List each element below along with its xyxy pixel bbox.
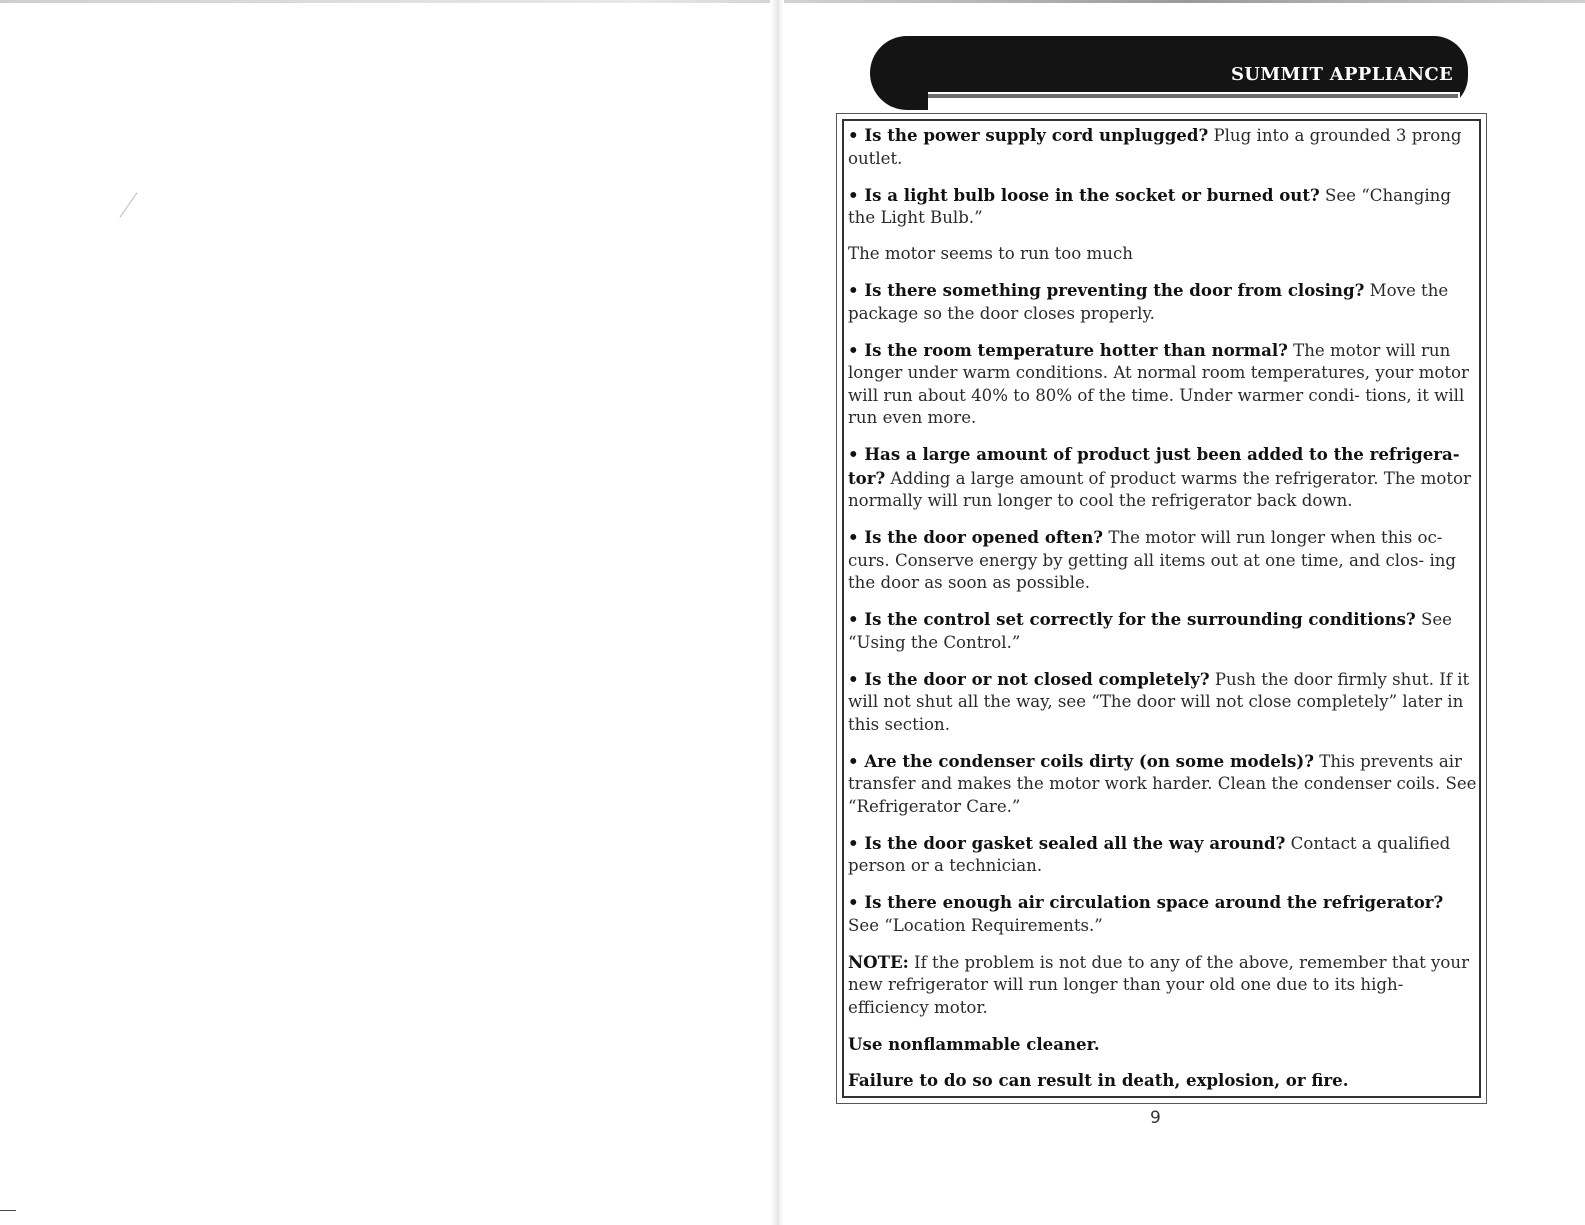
troubleshoot-item	[848, 891, 1478, 937]
top-edge-rule	[0, 0, 1585, 3]
troubleshoot-item	[848, 668, 1478, 737]
stray-pencil-mark	[119, 192, 137, 217]
item-answer: The motor will run longer when this oc- curs. Conserve energy by getting all items out at one time, and clos- ing the door as soon as possible.	[848, 528, 1457, 592]
note-label: NOTE:	[848, 951, 909, 972]
troubleshoot-item	[848, 124, 1478, 170]
item-question: • Is a light bulb loose in the socket or burned out?	[848, 184, 1320, 205]
item-question: • Is the door gasket sealed all the way around?	[848, 832, 1286, 853]
item-answer: The motor will run longer under warm conditions. At normal room temperatures, your motor will run about 40% to 80% of the time. Under warmer condi- tions, it will run even more.	[848, 340, 1469, 427]
brand-title: SUMMIT APPLIANCE	[1230, 64, 1453, 85]
troubleshoot-item	[848, 339, 1478, 430]
header-underline	[928, 94, 1458, 98]
warning-line: Use nonflammable cleaner.	[848, 1033, 1100, 1054]
page-number: 9	[1150, 1108, 1161, 1128]
item-question: • Is the control set correctly for the surrounding conditions?	[848, 609, 1416, 629]
item-question: • Is there enough air circulation space around the refrigerator?	[848, 892, 1444, 912]
item-answer: See “Changing the Light Bulb.”	[848, 185, 1451, 227]
item-question: • Has a large amount of product just been added to the refrigera- tor?	[848, 444, 1460, 488]
item-question: • Is there something preventing the door from closing?	[848, 280, 1365, 300]
troubleshoot-item	[848, 184, 1478, 230]
item-answer: Adding a large amount of product warms the refrigerator. The motor normally will run longer to cool the refrigerator back down.	[848, 468, 1471, 510]
troubleshoot-item	[848, 750, 1478, 819]
item-question: • Is the power supply cord unplugged?	[848, 125, 1209, 145]
item-answer: Plug into a grounded 3 prong outlet.	[848, 126, 1462, 168]
item-answer: Push the door firmly shut. If it will not shut all the way, see “The door will not close completely” later in this section.	[848, 669, 1470, 734]
corner-mark	[0, 1210, 16, 1211]
troubleshoot-item	[848, 279, 1478, 325]
item-answer: See “Location Requirements.”	[848, 915, 1103, 935]
item-answer: See “Using the Control.”	[848, 610, 1453, 652]
note-text: If the problem is not due to any of the above, remember that your new refrigerator will run longer than your old one due to its high-efficiency motor.	[848, 952, 1470, 1017]
troubleshoot-item	[848, 443, 1478, 513]
item-answer: Contact a qualified person or a technician.	[848, 833, 1451, 875]
troubleshoot-item	[848, 608, 1478, 654]
item-question: • Are the condenser coils dirty (on some models)?	[848, 750, 1314, 771]
item-answer: This prevents air transfer and makes the motor work harder. Clean the condenser coils. See “Refrigerator Care.”	[848, 751, 1477, 816]
troubleshoot-item	[848, 526, 1478, 595]
section-heading: The motor seems to run too much	[848, 244, 1133, 263]
troubleshooting-content	[848, 124, 1478, 1106]
item-answer: Move the package so the door closes properly.	[848, 281, 1449, 323]
item-question: • Is the door or not closed completely?	[848, 668, 1210, 689]
warning-line: Failure to do so can result in death, explosion, or fire.	[848, 1070, 1349, 1090]
troubleshoot-item	[848, 832, 1478, 878]
item-question: • Is the door opened often?	[848, 527, 1104, 547]
book-gutter	[770, 0, 784, 1225]
item-question: • Is the room temperature hotter than normal?	[848, 339, 1288, 360]
note-paragraph	[848, 951, 1478, 1020]
